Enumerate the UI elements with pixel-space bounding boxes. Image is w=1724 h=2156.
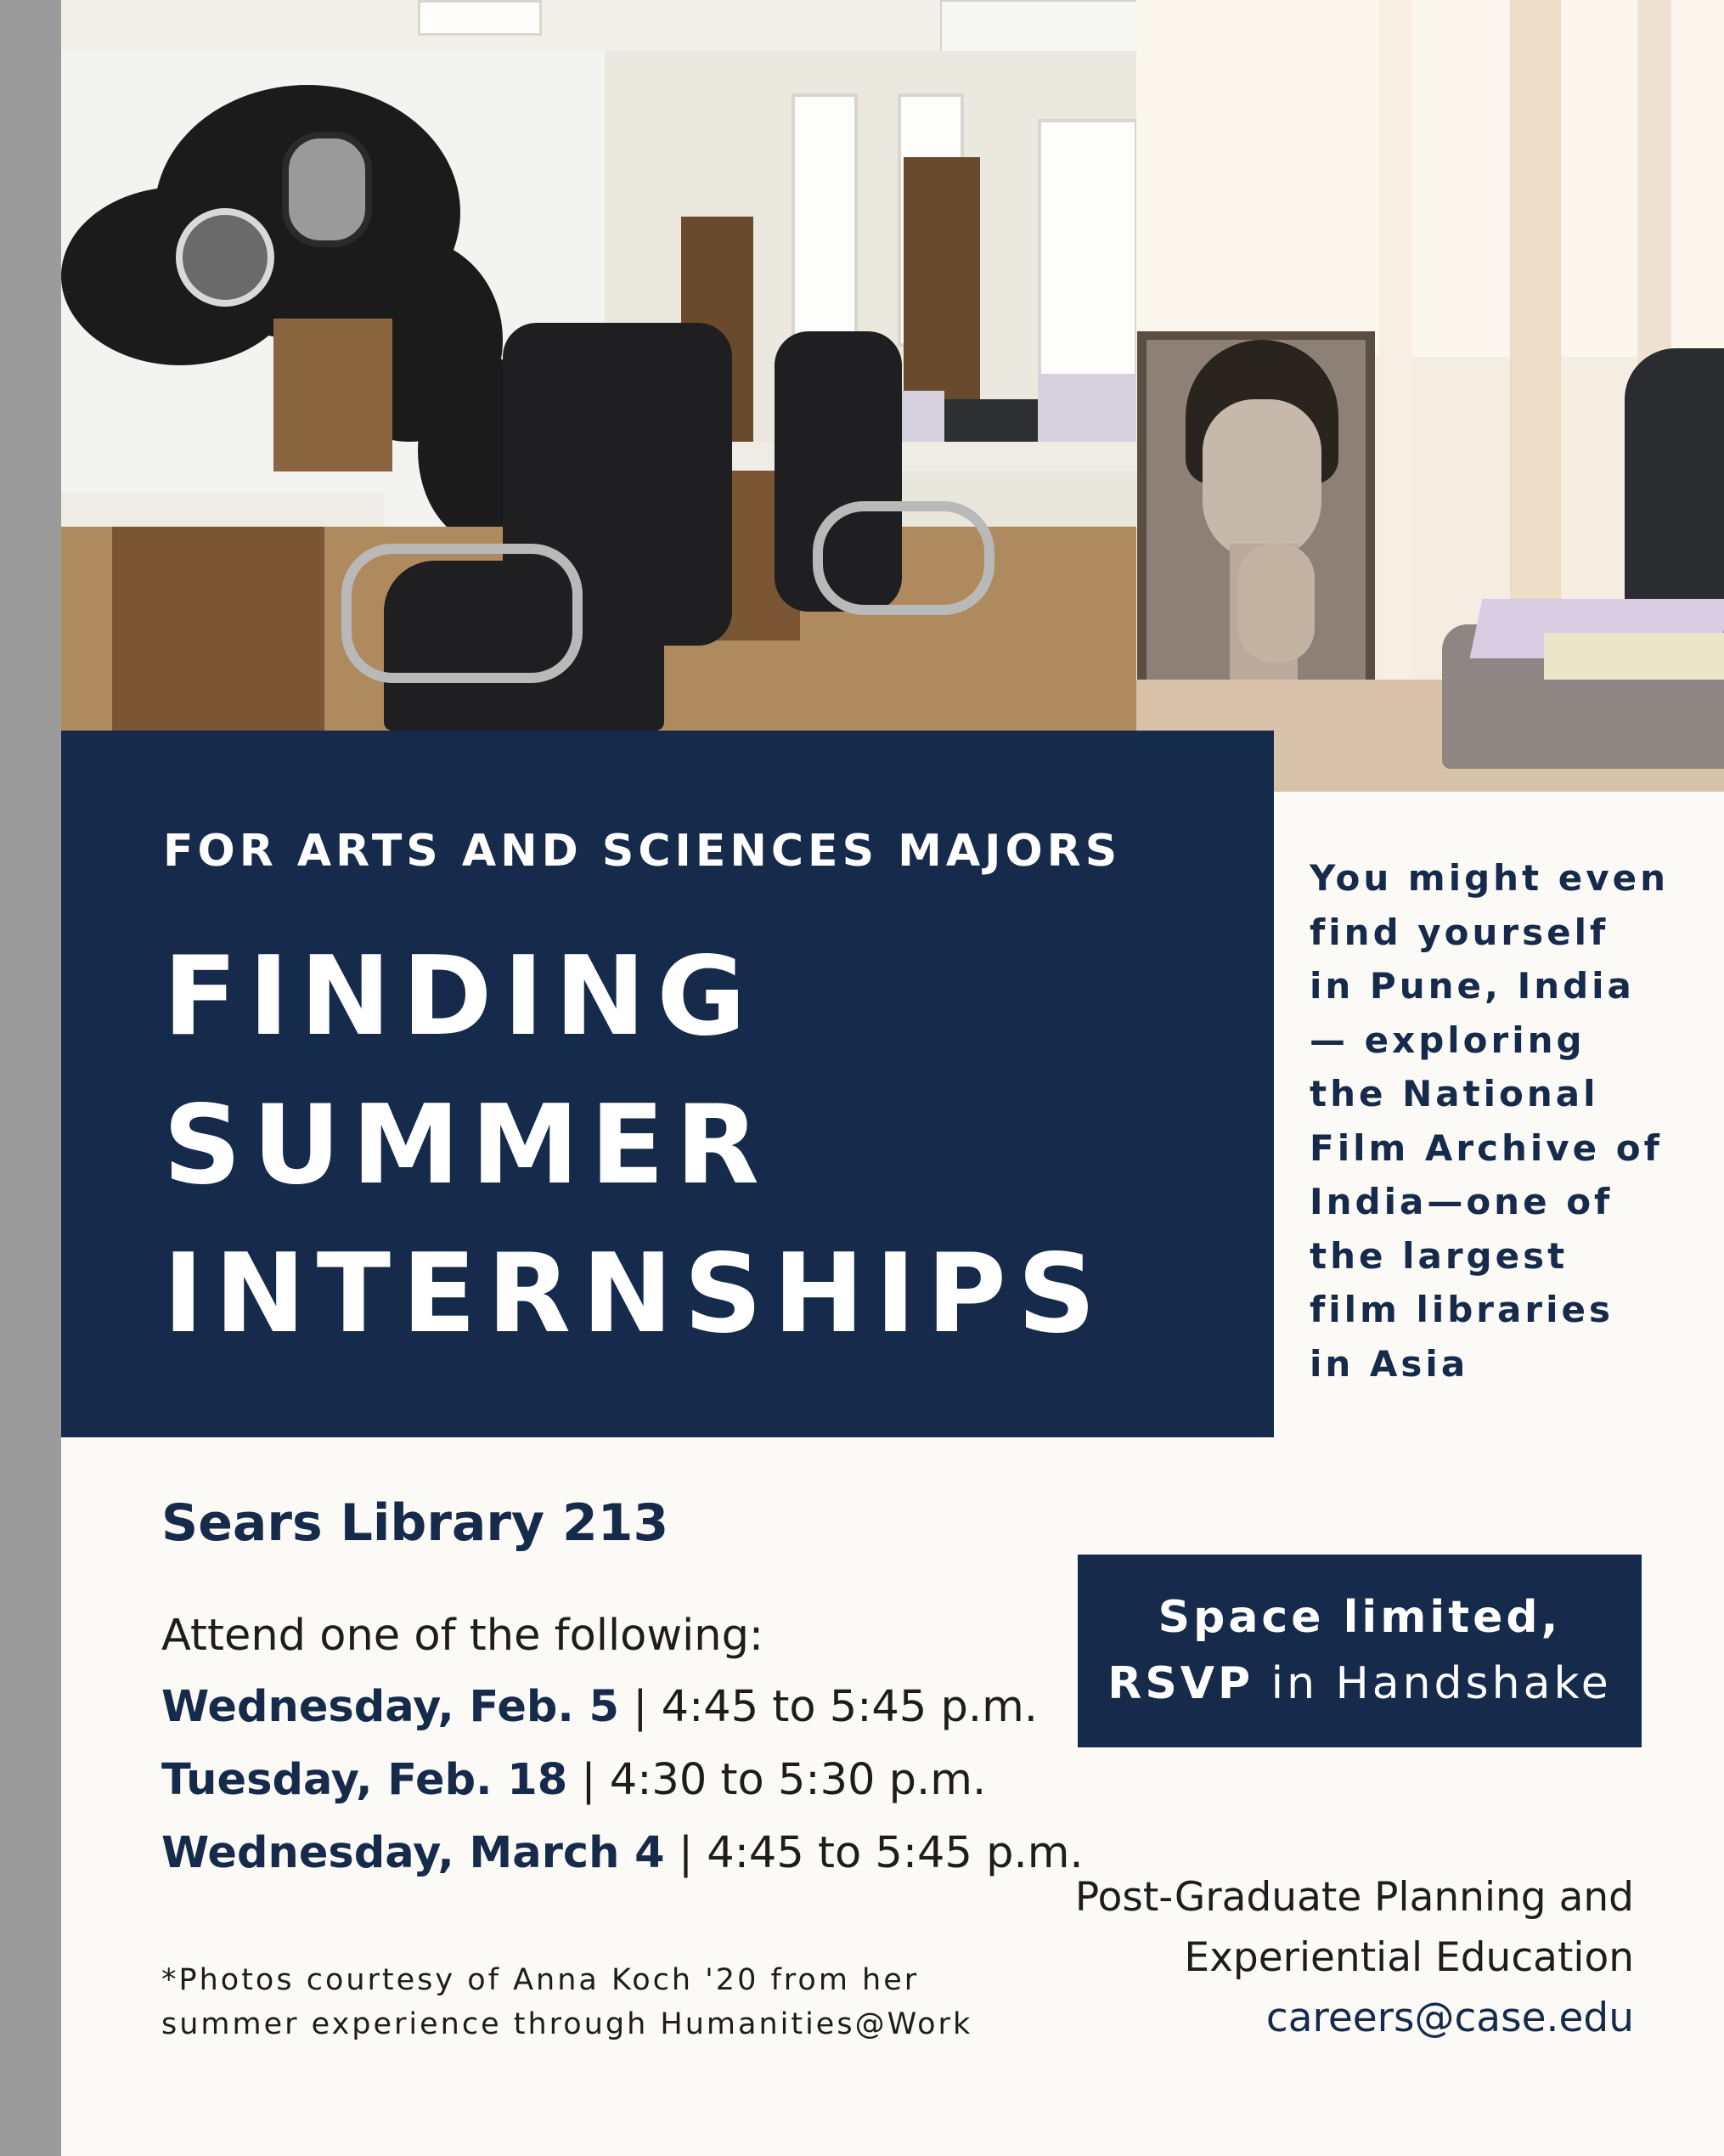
caption-line: the National — [1310, 1073, 1599, 1115]
title-panel — [61, 731, 1274, 1437]
rsvp-callout — [1078, 1555, 1642, 1747]
caption-line: You might even — [1310, 857, 1670, 899]
session-item — [161, 1682, 1038, 1732]
session-time: 4:30 to 5:30 p.m. — [609, 1755, 987, 1805]
session-time: 4:45 to 5:45 p.m. — [661, 1682, 1039, 1732]
rsvp-keyword: RSVP — [1107, 1658, 1254, 1709]
caption-line: — exploring — [1310, 1019, 1586, 1061]
office-window — [792, 93, 858, 338]
photo-caption — [1310, 851, 1709, 1391]
caption-line: India—one of — [1310, 1181, 1614, 1222]
window-light — [1136, 0, 1724, 357]
rsvp-line-2 — [1078, 1658, 1642, 1709]
session-day: Tuesday, Feb. 18 — [161, 1755, 568, 1805]
attend-label: Attend one of the following: — [161, 1611, 764, 1661]
window-frame — [1510, 0, 1561, 697]
desk-cabinet — [112, 527, 324, 731]
left-margin-strip — [0, 0, 61, 2156]
portrait-hand — [1238, 544, 1315, 663]
chair-armrest — [813, 501, 994, 615]
event-location: Sears Library 213 — [161, 1493, 669, 1553]
title-line: INTERNSHIPS — [163, 1231, 1107, 1357]
office-name-line: Experiential Education — [1184, 1934, 1634, 1981]
caption-line: the largest — [1310, 1234, 1569, 1277]
chair-armrest — [341, 544, 583, 683]
title-line: FINDING — [163, 934, 758, 1060]
session-separator: | — [619, 1682, 662, 1732]
ceiling-light — [418, 0, 542, 36]
credit-line: *Photos courtesy of Anna Koch '20 from her — [161, 1963, 920, 1997]
office-window — [1038, 119, 1136, 406]
caption-line: in Pune, India — [1310, 965, 1635, 1007]
desk-partition — [273, 319, 392, 471]
rsvp-platform: in Handshake — [1254, 1658, 1612, 1709]
caption-line: film libraries — [1310, 1289, 1614, 1330]
event-title — [163, 923, 1107, 1369]
desk-top — [681, 442, 1136, 471]
archive-photo — [1136, 0, 1724, 792]
paper-stack — [1038, 374, 1136, 442]
caption-line: find yourself — [1310, 911, 1609, 953]
session-day: Wednesday, Feb. 5 — [161, 1682, 620, 1732]
credit-line: summer experience through Humanities@Work — [161, 2007, 973, 2041]
session-separator: | — [664, 1828, 707, 1878]
caption-line: in Asia — [1310, 1342, 1469, 1385]
portrait-face — [1203, 399, 1321, 561]
rsvp-line-1: Space limited, — [1158, 1592, 1562, 1643]
session-separator: | — [567, 1755, 610, 1805]
caption-line: Film Archive of — [1310, 1126, 1663, 1169]
photo-credit — [161, 1958, 972, 2046]
window-frame — [1378, 0, 1412, 697]
office-photo — [61, 0, 1136, 731]
session-day: Wednesday, March 4 — [161, 1828, 665, 1878]
cream-folder — [1544, 633, 1724, 680]
audience-kicker: FOR ARTS AND SCIENCES MAJORS — [163, 826, 1122, 877]
contact-email[interactable]: careers@case.edu — [1265, 1995, 1634, 2041]
title-line: SUMMER — [163, 1082, 770, 1209]
office-name-line: Post-Graduate Planning and — [1074, 1874, 1634, 1921]
session-item — [161, 1828, 1084, 1878]
desk-top — [61, 493, 384, 527]
office-contact — [1075, 1867, 1634, 2048]
session-item — [161, 1755, 986, 1805]
session-time: 4:45 to 5:45 p.m. — [707, 1828, 1084, 1878]
